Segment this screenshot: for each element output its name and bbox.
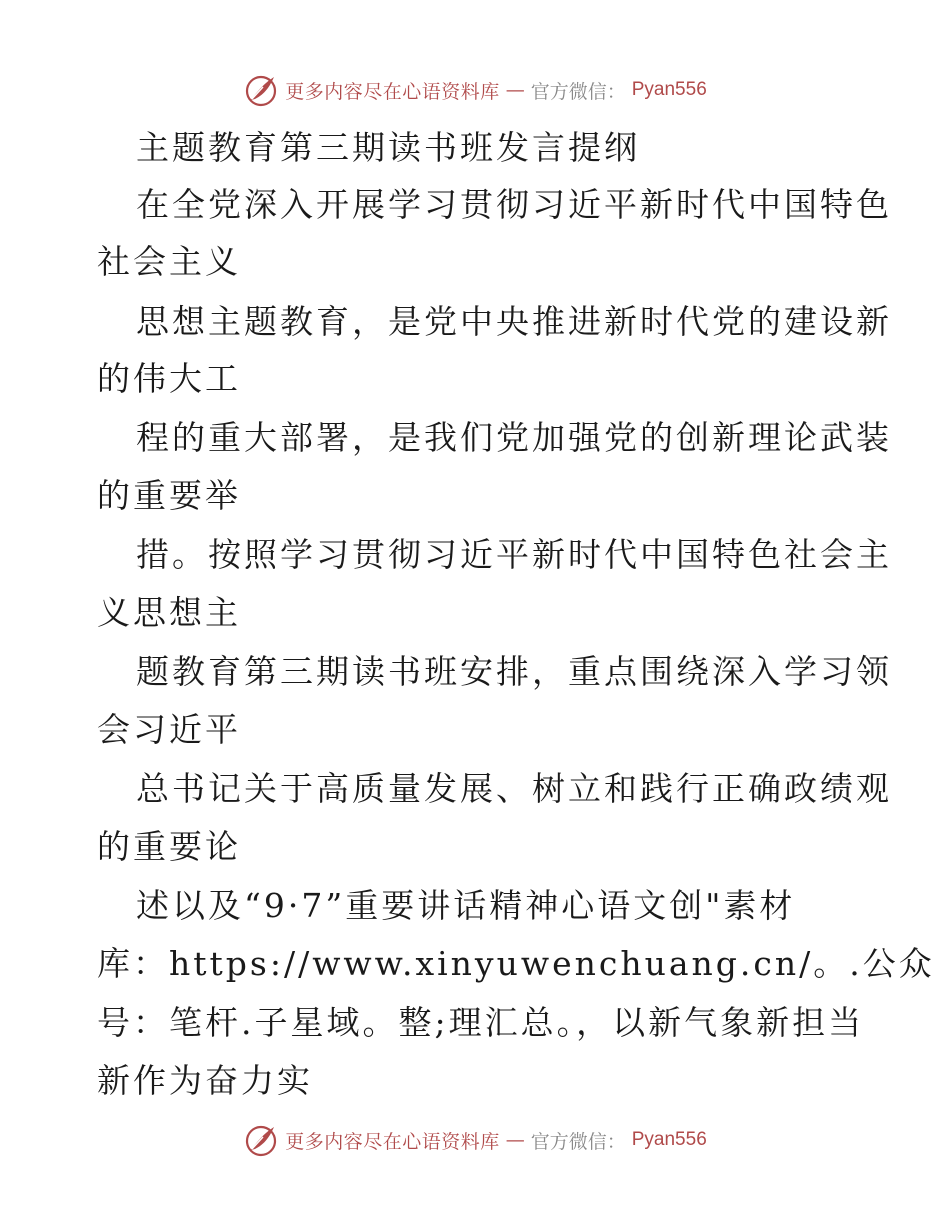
text-line: 的重要举 xyxy=(97,476,241,515)
text-line: 述以及“9·7”重要讲话精神心语文创"素材 xyxy=(136,886,796,925)
header-banner xyxy=(0,68,950,112)
text-line: 总书记关于高质量发展、树立和践行正确政绩观 xyxy=(136,769,892,808)
brand-name: 更多内容尽在心语资料库 xyxy=(285,80,500,103)
text-line: 号：笔杆.子星域。整;理汇总。，以新气象新担当 xyxy=(97,1003,865,1042)
text-line: 的伟大工 xyxy=(97,359,241,398)
wechat-id: Pyan556 xyxy=(631,79,707,100)
wechat-label: 官方微信： xyxy=(530,1130,626,1153)
text-line: 措。按照学习贯彻习近平新时代中国特色社会主 xyxy=(136,535,892,574)
banner-separator: — xyxy=(505,1129,525,1151)
document-title: 主题教育第三期读书班发言提纲 xyxy=(136,128,640,167)
text-line: 在全党深入开展学习贯彻习近平新时代中国特色 xyxy=(136,185,892,224)
quill-pen-icon xyxy=(243,1122,279,1158)
text-line: 程的重大部署，是我们党加强党的创新理论武装 xyxy=(136,418,892,457)
quill-pen-icon xyxy=(243,72,279,108)
text-line: 社会主义 xyxy=(97,242,241,281)
text-line: 的重要论 xyxy=(97,827,241,866)
banner-separator: — xyxy=(505,79,525,101)
text-line: 题教育第三期读书班安排，重点围绕深入学习领 xyxy=(136,652,892,691)
text-line: 义思想主 xyxy=(97,593,241,632)
brand-name: 更多内容尽在心语资料库 xyxy=(285,1130,500,1153)
wechat-id: Pyan556 xyxy=(631,1129,707,1150)
text-line: 思想主题教育，是党中央推进新时代党的建设新 xyxy=(136,302,892,341)
text-line: 库：https://www.xinyuwenchuang.cn/。.公众 xyxy=(97,944,935,983)
footer-banner xyxy=(0,1118,950,1162)
text-line: 新作为奋力实 xyxy=(97,1061,313,1100)
text-line: 会习近平 xyxy=(97,710,241,749)
wechat-label: 官方微信： xyxy=(530,80,626,103)
